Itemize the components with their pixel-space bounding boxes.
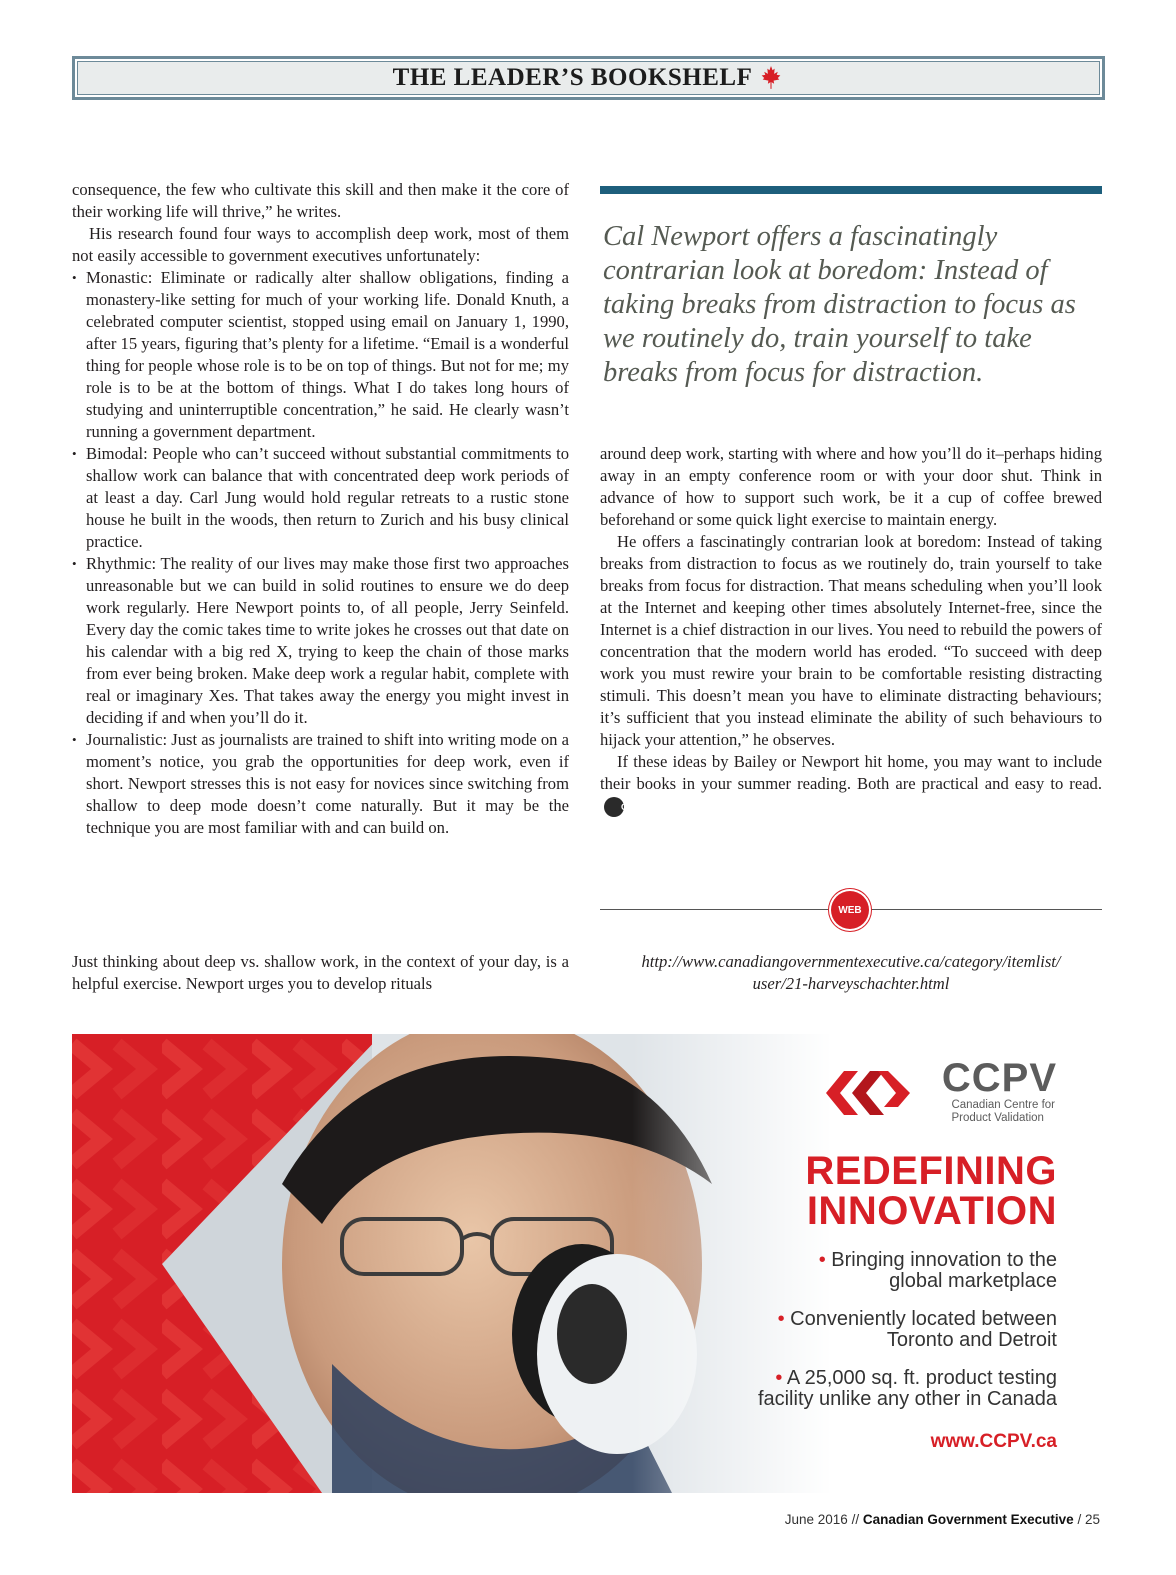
- conclusion-paragraph: [600, 751, 1102, 817]
- pull-quote-rule: [600, 186, 1102, 194]
- issue-date: June 2016: [784, 1512, 848, 1527]
- ad-bullet-line1: Conveniently located between: [790, 1308, 1057, 1330]
- list-item-journalistic: • Journalistic: Just as journalists are trained to shift into writing mode on a moment’s notice, you grab the opportunities for deep work, even if short. Newport stresses this is not easy for novices since switching from shallow to deep mode doesn’t come naturally. But it may be the technique you are most familiar with and can build on.: [72, 729, 569, 839]
- deep-work-methods-list: [72, 267, 569, 839]
- ad-website-link[interactable]: www.CCPV.ca: [930, 1431, 1057, 1452]
- maple-leaf-icon: [758, 65, 784, 91]
- right-column: [600, 443, 1102, 817]
- publication-name: Canadian Government Executive: [862, 1512, 1074, 1527]
- ad-bullet-facility: [758, 1368, 1057, 1410]
- bullet-dot-icon: •: [775, 1367, 787, 1389]
- ad-headline-line2: INNOVATION: [806, 1189, 1057, 1233]
- research-paragraph: His research found four ways to accomplish deep work, most of them not easily accessible to government executives unfortunately:: [72, 224, 569, 265]
- left-column: [72, 179, 569, 839]
- ad-bullet-line1: A 25,000 sq. ft. product testing: [786, 1367, 1057, 1389]
- ccpv-subtitle-line1: Canadian Centre for: [951, 1099, 1055, 1111]
- pull-quote: Cal Newport offers a fascinatingly contrarian look at boredom: Instead of taking breaks from distraction to focus as we routinely do, train yourself to take breaks from focus for distraction.: [603, 221, 1076, 388]
- bullet-dot-icon: •: [777, 1308, 791, 1330]
- page-number: 25: [1084, 1512, 1100, 1527]
- section-title: THE LEADER’S BOOKSHELF: [392, 64, 753, 91]
- list-item-bimodal: • Bimodal: People who can’t succeed without substantial commitments to shallow work can balance that with concentrated deep work periods of at least a day. Carl Jung would hold regular retreats to a rustic stone house he built in the woods, then return to Zurich and his busy clinical practice.: [72, 443, 569, 553]
- left-closing-paragraph: Just thinking about deep vs. shallow work, in the context of your day, is a helpful exercise. Newport urges you to develop rituals: [72, 952, 569, 993]
- ccpv-subtitle-line2: Product Validation: [951, 1112, 1044, 1124]
- web-badge-icon: WEB: [831, 891, 869, 929]
- ad-copy: [597, 1034, 1057, 1493]
- web-url-line2: user/21-harveyschachter.html: [752, 974, 950, 993]
- footer-separator: //: [851, 1512, 860, 1527]
- list-item-rhythmic: • Rhythmic: The reality of our lives may make those first two approaches unreasonable but we can build in solid routines to ensure we do deep work regularly. Here Newport points to, of all people, Jerry Seinfeld. Every day the comic takes time to write jokes he crosses out that date on his calendar with a big red X, trying to keep the chain of those marks from ever being broken. Make deep work a regular habit, complete with real or imaginary Xes. That takes away the energy you might invest in deciding if and when you’ll do it.: [72, 553, 569, 729]
- ad-headline-line1: REDEFINING: [805, 1149, 1057, 1193]
- conclusion-text: If these ideas by Bailey or Newport hit home, you may want to include their books in your summer reading. Both are practical and easy to read.: [600, 752, 1102, 793]
- page-footer: [785, 1512, 1100, 1527]
- end-mark-icon: CGE: [604, 797, 624, 817]
- ccpv-advertisement[interactable]: [72, 1034, 1102, 1493]
- ccpv-brand-name: CCPV: [941, 1056, 1057, 1100]
- web-url-line1: http://www.canadiangovernmentexecutive.ca/category/itemlist/: [641, 952, 1061, 971]
- bullet-dot-icon: •: [818, 1249, 832, 1271]
- ad-bullet-line2: global marketplace: [889, 1270, 1057, 1292]
- ad-bullet-innovation: [819, 1250, 1057, 1292]
- ad-headline: [805, 1151, 1057, 1231]
- list-item-monastic: • Monastic: Eliminate or radically alter shallow obligations, finding a monastery-like setting for much of your working life. Donald Knuth, a celebrated computer scientist, stopped using email on January 1, 1990, after 15 years, figuring that’s plenty for a lifetime. “Email is a wonderful thing for people whose role is to be on top of things. But not for me; my role is to be at the bottom of things. What I do takes long hours of studying and uninterruptible concentration,” he said. He clearly wasn’t running a government department.: [72, 267, 569, 443]
- intro-paragraph: consequence, the few who cultivate this skill and then make it the core of their working life will thrive,” he writes.: [72, 180, 569, 221]
- rituals-paragraph: around deep work, starting with where and how you’ll do it–perhaps hiding away in an empty conference room or with your door shut. Think in advance of how to support such work, be it a cup of coffee brewed beforehand or some quick light exercise to maintain energy.: [600, 444, 1102, 529]
- ccpv-brand-subtitle: [951, 1099, 1055, 1125]
- ad-bullet-line2: Toronto and Detroit: [886, 1329, 1057, 1351]
- web-url-link[interactable]: [600, 951, 1102, 995]
- section-header-inner: [77, 61, 1100, 95]
- page-separator: /: [1077, 1512, 1082, 1527]
- section-header: [72, 56, 1105, 100]
- boredom-paragraph: He offers a fascinatingly contrarian look at boredom: Instead of taking breaks from distraction to focus as we routinely do, train yourself to take breaks from focus for distraction. That means scheduling when you’ll look at the Internet and keeping other times absolutely Internet-free, since the Internet is a chief distraction in our lives. You need to rebuild the powers of concentration that the modern world has eroded. “To succeed with deep work you must rewire your brain to be comfortable resisting distracting stimuli. This doesn’t mean you have to eliminate distracting behaviours; it’s sufficient that you instead eliminate the ability of such behaviours to hijack your attention,” he observes.: [600, 532, 1102, 749]
- ad-bullet-location: [778, 1309, 1057, 1351]
- ad-bullet-line1: Bringing innovation to the: [831, 1249, 1057, 1271]
- ad-bullet-line2: facility unlike any other in Canada: [757, 1388, 1057, 1410]
